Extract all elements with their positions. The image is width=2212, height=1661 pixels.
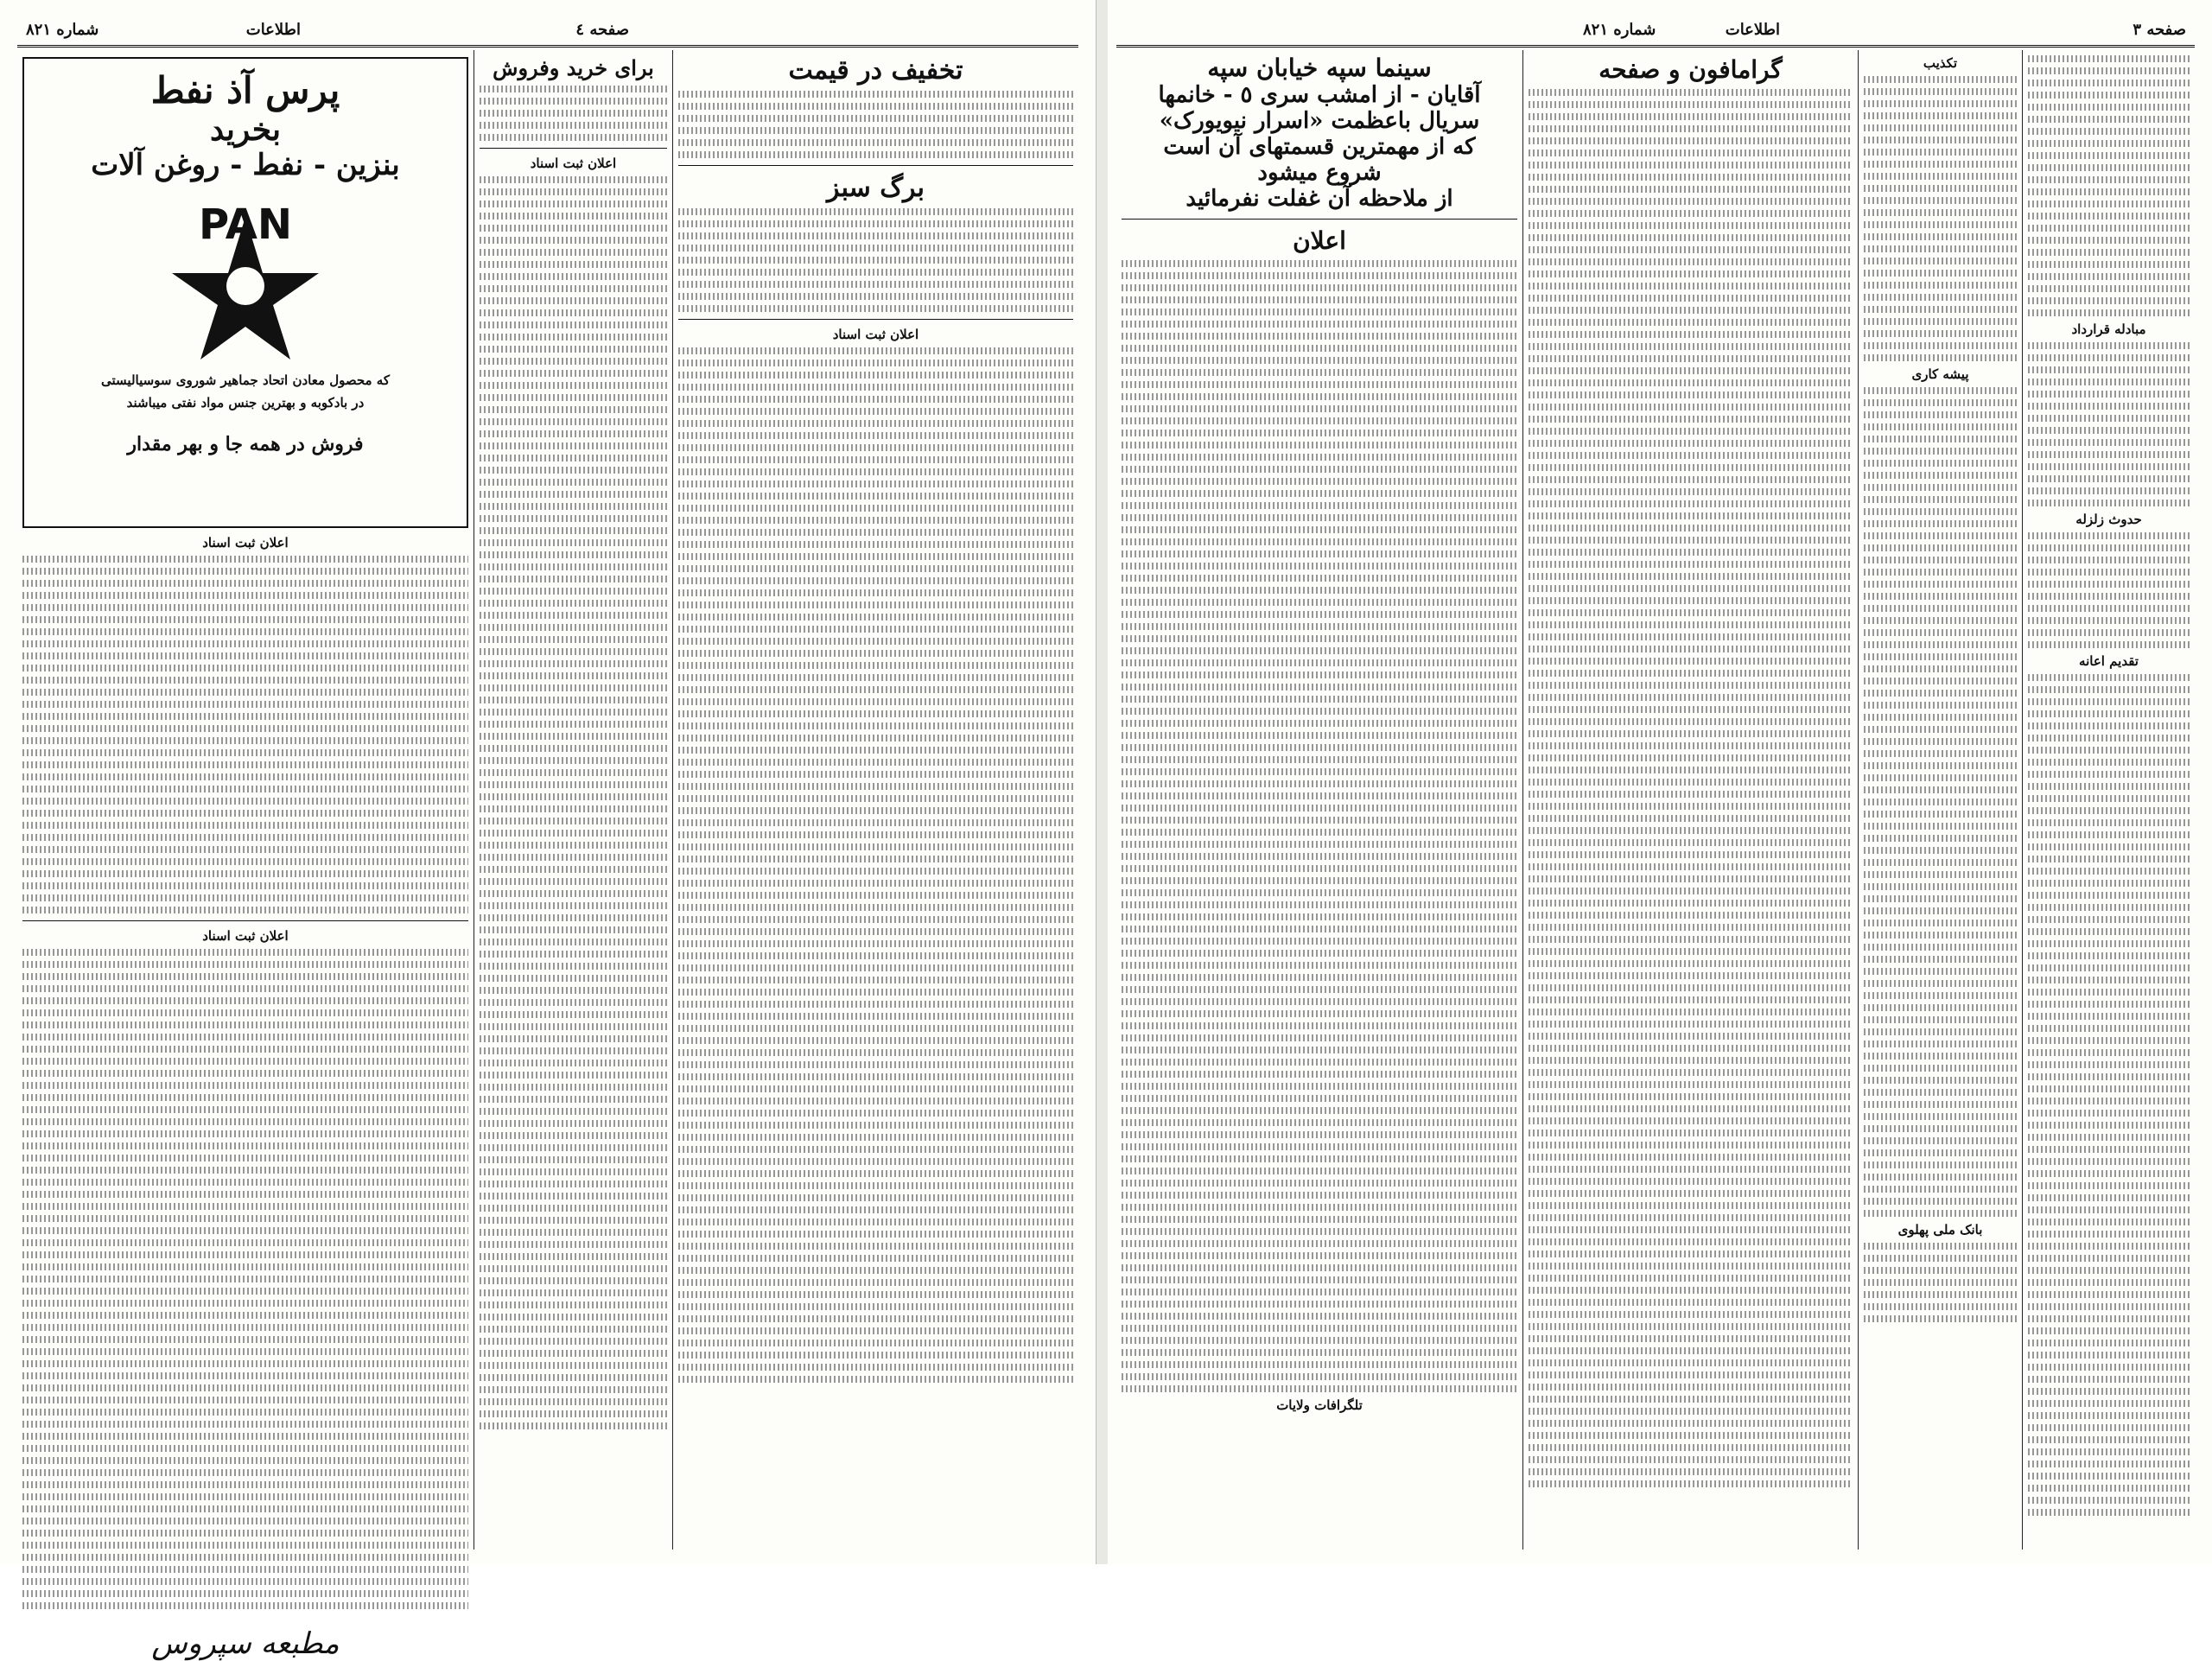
left-page (0, 0, 1096, 1661)
notice-title: اعلان ثبت اسناد (202, 535, 289, 550)
section-title: تکذیب (1923, 55, 1958, 71)
column-discount (672, 50, 1078, 1550)
notice-body (22, 556, 468, 913)
cinema-line4: که از مهمترین قسمتهای آن است (1163, 134, 1476, 160)
newspaper-name: اطلاعات (245, 21, 301, 39)
announcement-title: اعلان (1293, 226, 1346, 255)
issue-number: شماره ۸۲۱ (26, 21, 99, 39)
left-page-header (17, 16, 1078, 48)
notice-title: اعلان ثبت اسناد (530, 156, 617, 171)
cinema-line1: سینما سپه خیابان سپه (1207, 54, 1432, 82)
print-mark: مطبعه سپروس (151, 1626, 340, 1661)
pan-advertisement (22, 57, 468, 528)
discount-body (678, 91, 1073, 158)
buy-sell-body (480, 86, 667, 141)
notice-body (678, 347, 1073, 1383)
column-news-2 (1858, 50, 2022, 1550)
section-title: تلگرافات ولایات (1276, 1397, 1363, 1413)
cinema-line6: از ملاحظه آن غفلت نفرمائید (1185, 186, 1453, 212)
pan-ad-body2: در بادکوبه و بهترین جنس مواد نفتی میباشند (126, 395, 365, 410)
column-gramophone (1522, 50, 1858, 1550)
pan-logo-text: PAN (198, 200, 293, 249)
issue-number: شماره ۸۲۱ (1583, 21, 1656, 39)
section-title: بانک ملی پهلوی (1897, 1222, 1983, 1238)
pan-star-logo-icon (142, 191, 349, 364)
discount-title: تخفیف در قیمت (788, 55, 963, 86)
section-title: حدوث زلزله (2075, 512, 2142, 527)
right-page (1108, 0, 2212, 1564)
pan-ad-line2: بخرید (209, 111, 282, 148)
right-page-header (1116, 16, 2195, 48)
page-number: صفحه ٤ (575, 21, 629, 39)
notice-body (480, 176, 667, 1429)
gramophone-title: گرامافون و صفحه (1599, 55, 1783, 84)
pan-ad-body1: که محصول معادن اتحاد جماهیر شوروی سوسیالیستی (101, 372, 390, 388)
notice-body (22, 949, 468, 1609)
barg-sabz-body (678, 208, 1073, 312)
column-cinema (1116, 50, 1522, 1550)
cinema-line5: شروع میشود (1257, 160, 1382, 186)
pan-ad-line1: پرس آذ نفط (150, 69, 340, 111)
section-title: مبادله قرارداد (2071, 321, 2146, 337)
page-number: صفحه ۳ (2133, 21, 2186, 39)
section-title: تقدیم اعانه (2079, 653, 2139, 669)
column-pan-ad (17, 50, 474, 1661)
notice-title: اعلان ثبت اسناد (832, 327, 919, 342)
cinema-line2: آقایان - از امشب سری ٥ - خانمها (1158, 82, 1481, 108)
buy-sell-title: برای خرید وفروش (493, 55, 654, 80)
column-news-right (2022, 50, 2195, 1550)
pan-ad-footer: فروش در همه جا و بهر مقدار (127, 433, 364, 455)
cinema-line3: سریال باعظمت «اسرار نیویورک» (1159, 108, 1480, 134)
newspaper-name: اطلاعات (1725, 21, 1780, 39)
news-body (2028, 55, 2190, 316)
pan-ad-line3: بنزین - نفط - روغن آلات (91, 148, 400, 182)
column-buy-sell (474, 50, 672, 1550)
notice-title: اعلان ثبت اسناد (202, 928, 289, 944)
barg-sabz-title: برگ سبز (827, 173, 925, 203)
section-title: پیشه کاری (1911, 366, 1969, 382)
